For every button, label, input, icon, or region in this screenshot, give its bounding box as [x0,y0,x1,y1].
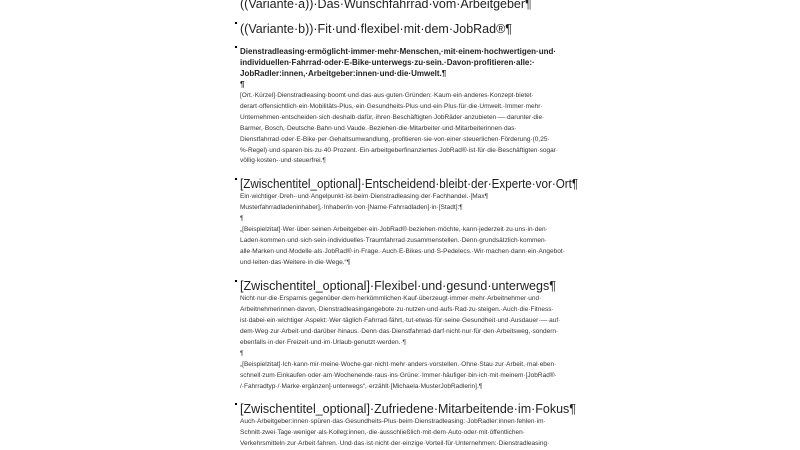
section-line[interactable]: und·leiten·das·Weitere·in·die·Wege.“¶ [240,259,351,266]
paragraph-anchor-icon [235,178,237,180]
section-line[interactable]: ¶ [240,350,244,357]
section-heading[interactable]: [Zwischentitel_optional]·Zufriedene·Mitarbeitende·im·Fokus¶ [240,402,577,416]
lead-line[interactable]: Dienstradleasing·ermöglicht·immer·mehr·Menschen,·mit·einem·hochwertigen·und· [240,47,557,56]
empty-paragraph[interactable]: ¶ [240,80,245,89]
lead-line[interactable]: JobRadler:innen,·Arbeitgeber:innen·und·die·Umwelt.¶ [240,69,447,78]
section-line[interactable]: „[Beispielzitat]·Ich·kann·mir·meine·Woche·gar·nicht·mehr·anders·vorstellen.·Ohne·Stau·zur·Arbeit,·mal·eben· [240,361,557,368]
intro-line[interactable]: Unternehmen·entscheiden·sich·deshalb·dafür,·ihren·Beschäftigten·JobRäder·anzubieten·—·darunter·die· [240,114,545,121]
heading-variant-b[interactable]: ((Variante·b))·Fit·und·flexibel·mit·dem·JobRad®¶ [240,22,513,36]
paragraph-anchor-icon [235,403,237,405]
section-line[interactable]: dem·Weg·zur·Arbeit·und·darüber·hinaus.·Denn·das·Dienstfahrrad·darf·nicht·nur·für·den·Arbeitsweg,·sondern· [240,328,559,335]
section-heading[interactable]: [Zwischentitel_optional]·Entscheidend·bleibt·der·Experte·vor·Ort¶ [240,177,579,191]
paragraph-anchor-icon [235,280,237,282]
section-line[interactable]: Arbeitnehmerinnen·davon,·Dienstradleasingangebote·zu·nutzen·und·aufs·Rad·zu·steigen.·Auch·die·Fitness· [240,306,554,313]
section-line[interactable]: Verkehrsmitteln·zur·Arbeit·fahren.·Und·das·ist·nicht·der·einzige·Vorteil·für·Unternehmen:·Dienstradleasing· [240,440,550,447]
section-line[interactable]: ist·dabei·ein·wichtiger·Aspekt:·Wer·täglich·Fahrrad·fährt,·tut·etwas·für·seine·Gesundheit·und·Ausdauer·—·auf· [240,317,561,324]
section-line[interactable]: Auch·Arbeitgeber:innen·spüren·das·Gesundheits-Plus·beim·Dienstradleasing:·JobRadler:innen·fehlen·im· [240,418,546,425]
section-line[interactable]: ebenfalls·in·der·Freizeit·und·im·Urlaub·genutzt·werden.·¶ [240,339,407,346]
intro-line[interactable]: [Ort.·Kürzel]·Dienstradleasing·boomt·und·das·aus·guten·Gründen:·Kaum·ein·anderes·Konzept·bietet· [240,92,534,99]
lead-line[interactable]: individuellen·Fahrrad·oder·E-Bike·unterwegs·zu·sein.·Davon·profitieren·alle:· [240,58,535,67]
section-line[interactable]: alle·Marken·und·Modelle·als·JobRad®·in·Frage.·Auch·E-Bikes·und·S-Pedelecs.·Wir·machen·dann·ein·Angebot· [240,248,565,255]
section-line[interactable]: Nicht·nur·die·Ersparnis·gegenüber·dem·herkömmlichen·Kauf·überzeugt·immer·mehr·Arbeitnehmer·und· [240,295,542,302]
intro-line[interactable]: %-Regel)·und·sparen·bis·zu·40·Prozent.·Ein·arbeitgeberfinanziertes·JobRad®·ist·für·die·Beschäftigten·sogar· [240,147,559,154]
paragraph-anchor-icon [235,46,237,48]
section-heading[interactable]: [Zwischentitel_optional]·Flexibel·und·gesund·unterwegs¶ [240,279,556,293]
section-line[interactable]: ¶ [240,215,244,222]
intro-line[interactable]: völlig·kosten-·und·steuerfrei.¶ [240,157,326,164]
section-line[interactable]: Laden·kommen·und·sich·sein·individuelles·Traumfahrrad·zusammenstellen.·Denn·grundsätzlich·kommen· [240,237,547,244]
section-line[interactable]: „[Beispielzitat]·Wer·über·seinen·Arbeitgeber·ein·JobRad®·beziehen·möchte,·kann·jederzeit·zu·uns·in·den· [240,226,548,233]
paragraph-anchor-icon [235,22,237,24]
section-line[interactable]: Musterfahrradladeninhaber],·Inhaber/in·von·[Name·Fahrradladen]·in·[Stadt]:¶ [240,204,463,211]
intro-line[interactable]: derart·offensichtlich·ein·Mobilitäts-Plus,·ein·Gesundheits-Plus·und·ein·Plus·für·die·Umwelt.·Immer·mehr· [240,103,543,110]
section-line[interactable]: Ein·wichtiger·Dreh-·und·Angelpunkt·ist·beim·Dienstradleasing·der·Fachhandel.·[Max¶ [240,193,489,200]
section-line[interactable]: /·Fahrradtyp·/·Marke·ergänzen]·unterwegs“,·erzählt·[Michaela·MusterJobRadlerin].¶ [240,383,483,390]
intro-line[interactable]: Dienstfahrrad·oder·E-Bike·per·Gehaltsumwandlung,·profitieren·sie·von·einer·steuerlichen·Förderung·(0,25· [240,136,550,143]
intro-line[interactable]: Barmer,·Bosch,·Deutsche·Bahn·und·Vaude.·Beziehen·die·Mitarbeiter·und·Mitarbeiterinnen·das· [240,125,517,132]
section-line[interactable]: schnell·zum·Einkaufen·oder·am·Wochenende·raus·ins·Grüne:·Immer·häufiger·bin·ich·mit·meinem·[JobRad®· [240,372,557,379]
section-line[interactable]: Schnitt·zwei·Tage·weniger·als·Kolleg:innen,·die·ausschließlich·mit·dem·Auto·oder·mit·öffentlichen· [240,429,525,436]
heading-variant-a[interactable]: ((Variante·a))·Das·Wunschfahrrad·vom·Arbeitgeber¶ [240,0,532,11]
